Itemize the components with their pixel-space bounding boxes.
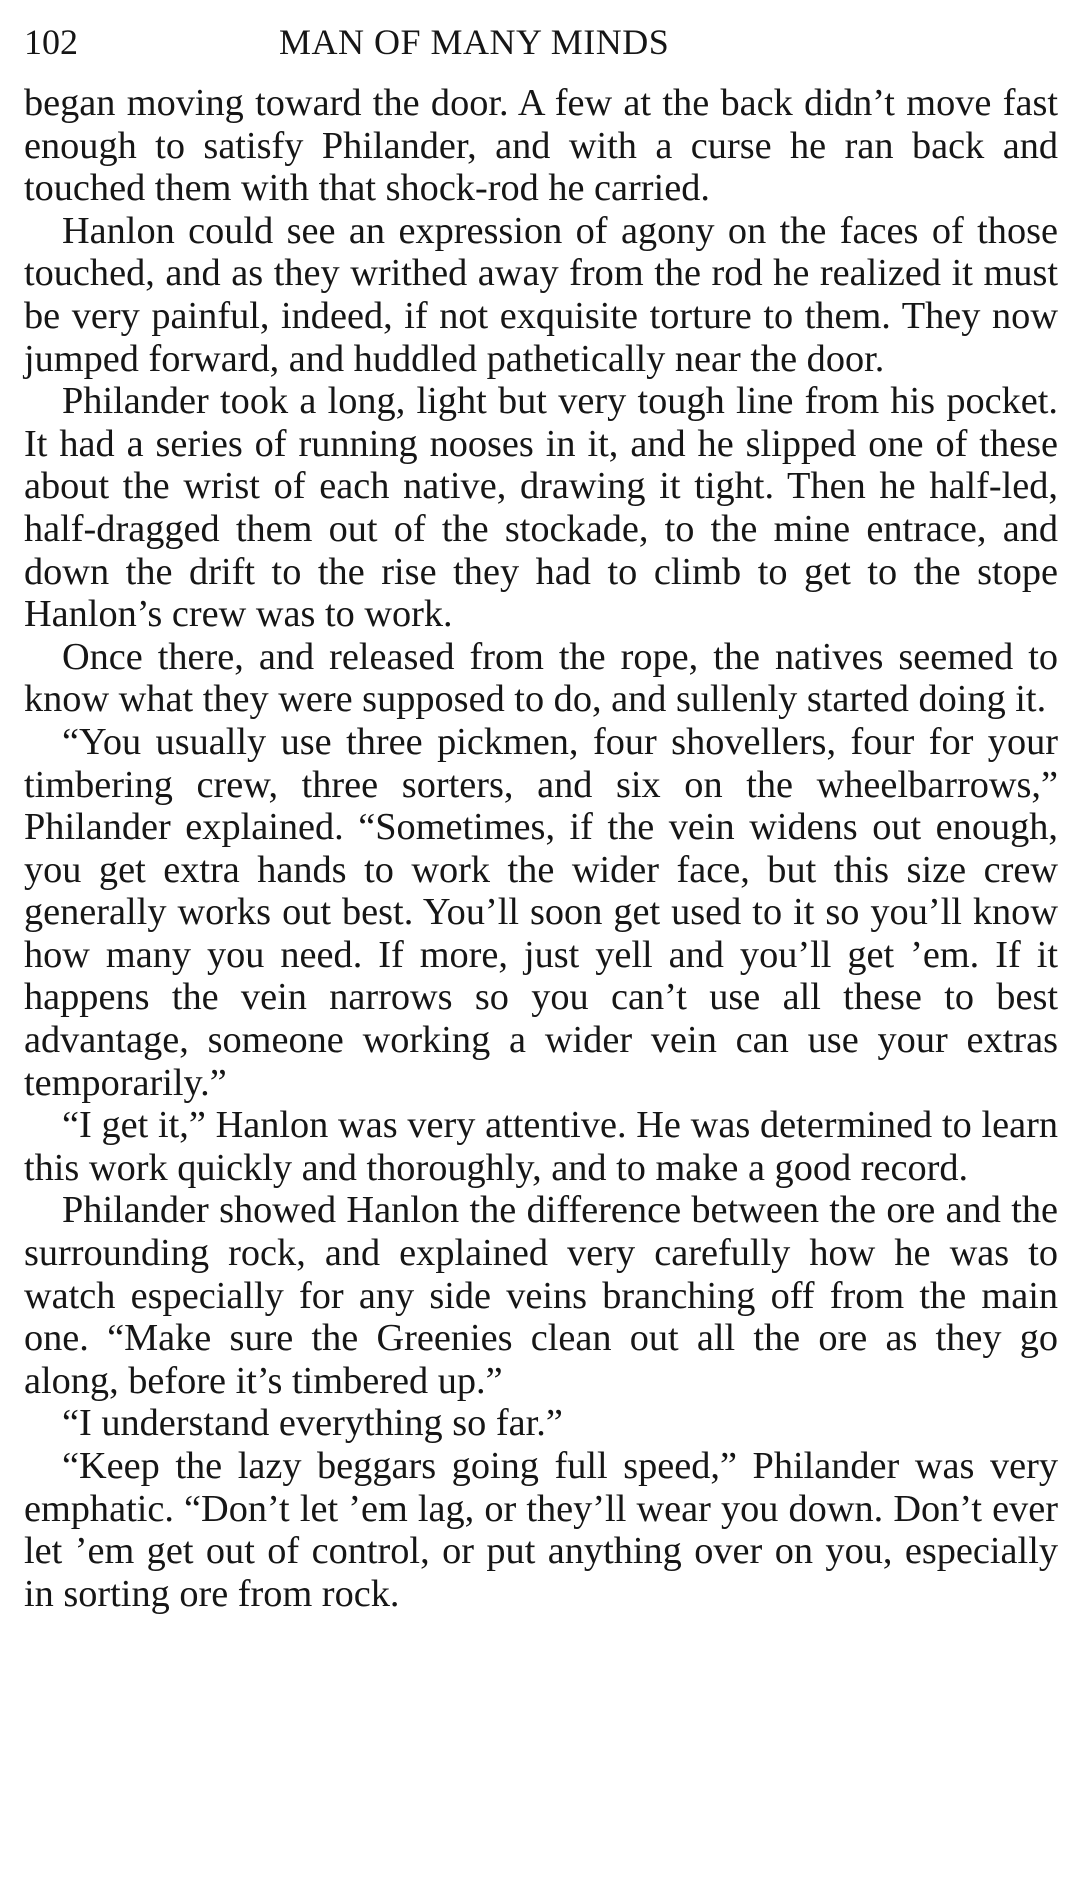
running-title: MAN OF MANY MINDS [279, 22, 670, 62]
book-page [24, 14, 1058, 1615]
paragraph: “Keep the lazy beggars going full speed,” Philander was very emphatic. “Don’t let ’em lag, or they’ll wear you down. Don’t ever let ’em get out of control, or put anything over on you, especially in sorting ore from rock. [24, 1445, 1058, 1615]
body-text [24, 82, 1058, 1615]
paragraph: Once there, and released from the rope, the natives seemed to know what they were supposed to do, and sullenly started doing it. [24, 635, 1058, 721]
paragraph: Hanlon could see an expression of agony on the faces of those touched, and as they writhed away from the rod he realized it must be very painful, indeed, if not exquisite torture to them. They now jumped forward, and huddled pathetically near the door. [24, 209, 1058, 380]
page-header [24, 14, 1058, 70]
paragraph: “I get it,” Hanlon was very attentive. He was determined to learn this work quickly and thoroughly, and to make a good record. [24, 1104, 1058, 1189]
page-number: 102 [24, 22, 78, 62]
paragraph: Philander showed Hanlon the difference between the ore and the surrounding rock, and explained very carefully how he was to watch especially for any side veins branching off from the main one. “Make sure the Greenies clean out all the ore as they go along, before it’s timbered up.” [24, 1189, 1058, 1402]
paragraph: “You usually use three pickmen, four shovellers, four for your timbering crew, three sorters, and six on the wheelbarrows,” Philander explained. “Sometimes, if the vein widens out enough, you get extra hands to work the wider face, but this size crew generally works out best. You’ll soon get used to it so you’ll know how many you need. If more, just yell and you’ll get ’em. If it happens the vein narrows so you can’t use all these to best advantage, someone working a wider vein can use your extras temporarily.” [24, 720, 1058, 1104]
paragraph: Philander took a long, light but very tough line from his pocket. It had a series of running nooses in it, and he slipped one of these about the wrist of each native, drawing it tight. Then he half-led, half-dragged them out of the stockade, to the mine entrace, and down the drift to the rise they had to climb to get to the stope Hanlon’s crew was to work. [24, 380, 1058, 636]
paragraph-continued: began moving toward the door. A few at the back didn’t move fast enough to satisfy Philander, and with a curse he ran back and touched them with that shock-rod he carried. [24, 82, 1058, 210]
paragraph: “I understand everything so far.” [62, 1402, 563, 1445]
